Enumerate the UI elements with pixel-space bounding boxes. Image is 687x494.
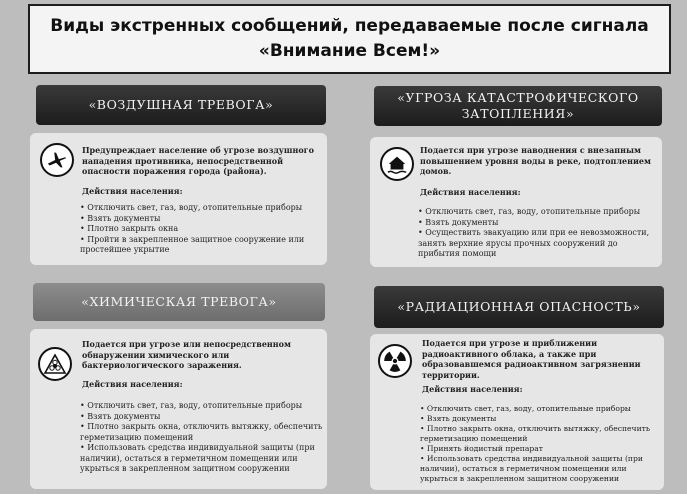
- page-title: [28, 4, 671, 74]
- airplane-icon: [40, 143, 74, 177]
- air-raid-actions-list: [80, 203, 320, 256]
- list-item: • Принять йодистый препарат: [420, 444, 658, 454]
- chemical-actions-title: Действия населения:: [82, 379, 183, 389]
- flood-description: Подается при угрозе наводнения с внезапным повышением уровня воды в реке, подтоплением домов.: [420, 145, 651, 176]
- radiation-header-text: «РАДИАЦИОННАЯ ОПАСНОСТЬ»: [397, 299, 641, 314]
- radiation-icon: [378, 344, 412, 378]
- chemical-card: [30, 329, 327, 489]
- air-raid-card: [30, 133, 327, 265]
- list-item: • Взять документы: [80, 214, 320, 225]
- flood-actions-list: [418, 207, 656, 260]
- list-item: • Плотно закрыть окна: [80, 224, 320, 235]
- radiation-card: [370, 334, 664, 490]
- list-item: • Пройти в закрепленное защитное сооружение или простейшее укрытие: [80, 235, 320, 256]
- list-item: • Плотно закрыть окна, отключить вытяжку, обеспечить герметизацию помещений: [80, 422, 324, 443]
- flood-header-line-1: «УГРОЗА КАТАСТРОФИЧЕСКОГО: [397, 90, 639, 105]
- flood-actions-title: Действия населения:: [420, 187, 521, 197]
- list-item: • Плотно закрыть окна, отключить вытяжку, обеспечить герметизацию помещений: [420, 424, 658, 444]
- list-item: • Взять документы: [418, 218, 656, 229]
- air-raid-description: Предупреждает население об угрозе воздушного нападения противника, непосредственной опасности поражения города (района).: [82, 145, 314, 176]
- chemical-description: Подается при угрозе или непосредственном обнаружении химического или бактериологического заражения.: [82, 339, 291, 370]
- radiation-actions-list: [420, 404, 658, 484]
- list-item: • Отключить свет, газ, воду, отопительные приборы: [418, 207, 656, 218]
- air-raid-header: [36, 85, 326, 125]
- flood-card: [370, 137, 662, 267]
- list-item: • Взять документы: [420, 414, 658, 424]
- chemical-header: [33, 283, 325, 321]
- flood-header-line-2: ЗАТОПЛЕНИЯ»: [461, 106, 575, 121]
- house-flood-icon: [380, 147, 414, 181]
- title-line-1: Виды экстренных сообщений, передаваемые после сигнала: [50, 16, 649, 36]
- title-line-2: «Внимание Всем!»: [258, 41, 441, 61]
- radiation-actions-title: Действия населения:: [422, 384, 523, 394]
- list-item: • Отключить свет, газ, воду, отопительные приборы: [80, 401, 324, 412]
- air-raid-header-text: «ВОЗДУШНАЯ ТРЕВОГА»: [88, 97, 274, 112]
- list-item: • Осуществить эвакуацию или при ее невозможности, занять верхние ярусы прочных сооружений до прибытия помощи: [418, 228, 656, 260]
- list-item: • Отключить свет, газ, воду, отопительные приборы: [80, 203, 320, 214]
- air-raid-actions-title: Действия населения:: [82, 186, 183, 196]
- list-item: • Отключить свет, газ, воду, отопительные приборы: [420, 404, 658, 414]
- radiation-header: [374, 286, 664, 328]
- list-item: • Использовать средства индивидуальной защиты (при наличии), остаться в герметичном помещении или укрыться в закрепленном защитном сооружении: [80, 443, 324, 475]
- biohazard-icon: [38, 347, 72, 381]
- radiation-description: Подается при угрозе и приближении радиоактивного облака, а также при образовавшемся радиоактивном загрязнении территории.: [422, 338, 641, 380]
- chemical-actions-list: [80, 401, 324, 475]
- list-item: • Взять документы: [80, 412, 324, 423]
- flood-header: [374, 86, 662, 126]
- list-item: • Использовать средства индивидуальной защиты (при наличии), остаться в герметичном помещении или укрыться в закрепленном защитном сооружении: [420, 454, 658, 484]
- chemical-header-text: «ХИМИЧЕСКАЯ ТРЕВОГА»: [81, 294, 277, 309]
